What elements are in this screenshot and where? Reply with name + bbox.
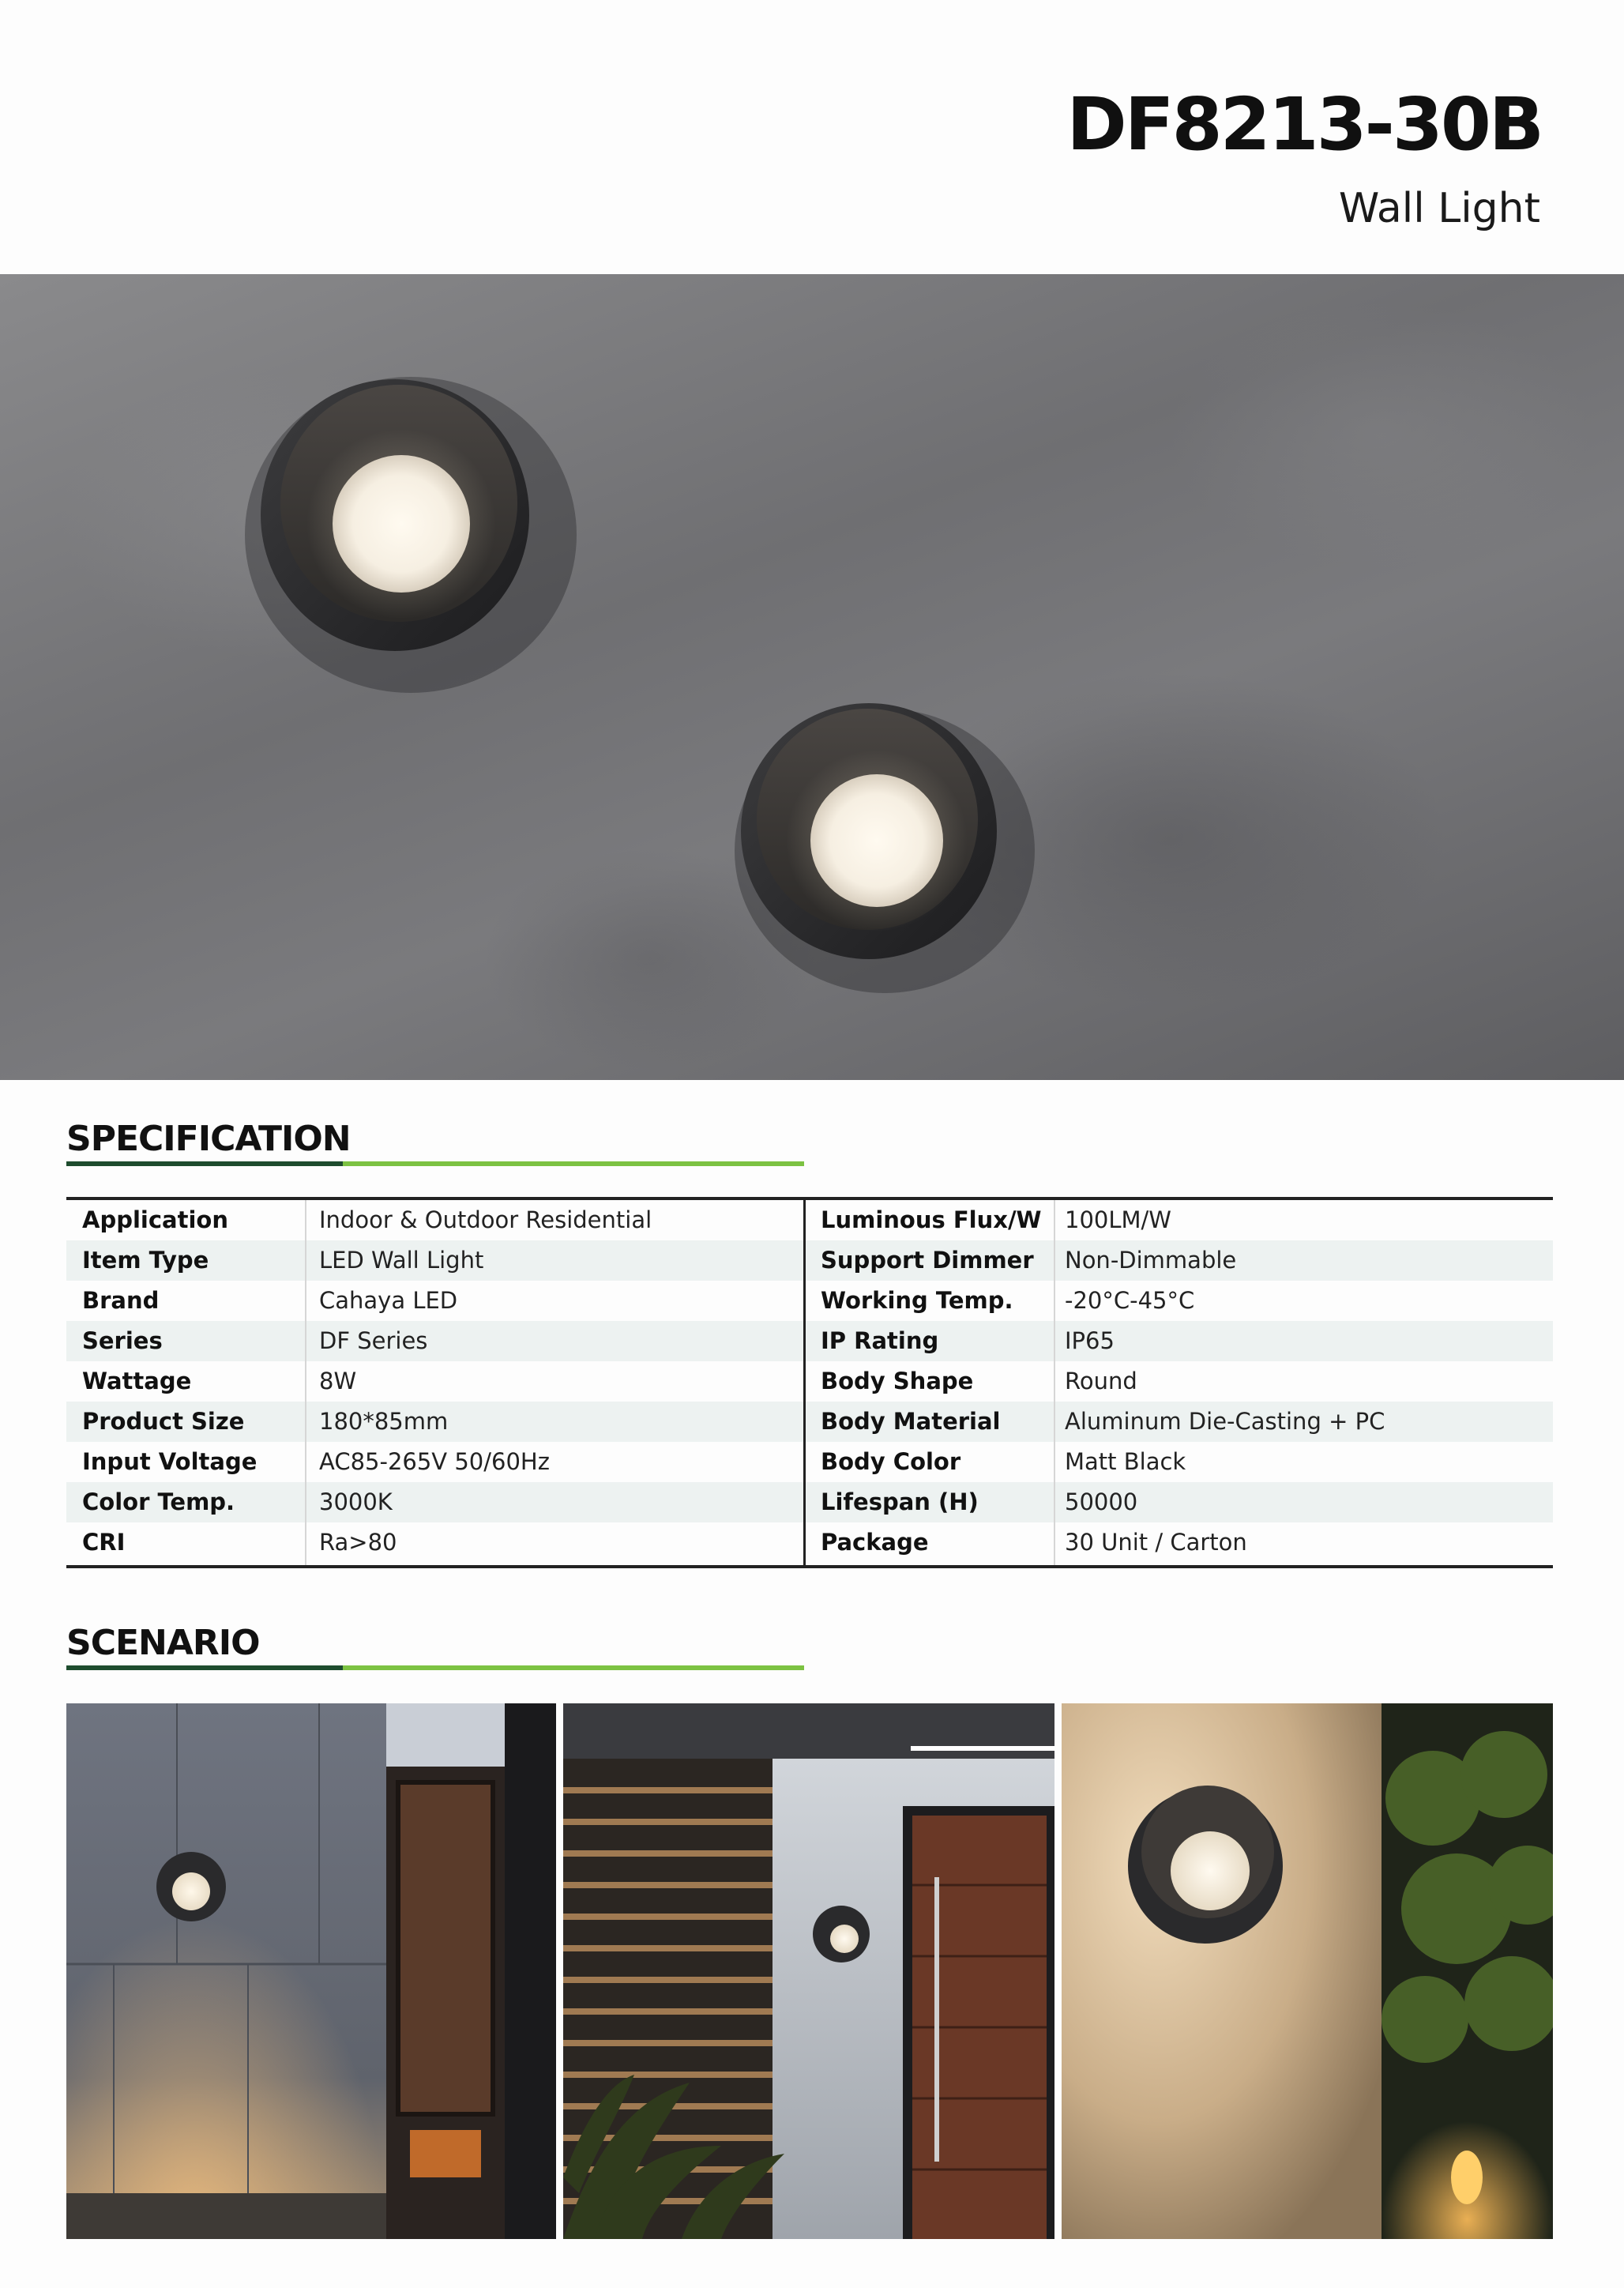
spec-value: Matt Black [1065, 1448, 1186, 1475]
spec-label: Product Size [82, 1408, 245, 1435]
specification-underline [66, 1161, 804, 1166]
spec-value: Indoor & Outdoor Residential [319, 1206, 652, 1233]
spec-value: 8W [319, 1368, 357, 1394]
hero-photo [0, 274, 1624, 1080]
table-row [66, 1240, 1553, 1281]
spec-label: Body Material [821, 1408, 1001, 1435]
spec-label: Series [82, 1327, 163, 1354]
spec-value: Ra>80 [319, 1529, 397, 1556]
spec-value: DF Series [319, 1327, 428, 1354]
spec-label: Item Type [82, 1247, 209, 1274]
spec-label: Package [821, 1529, 929, 1556]
scenario-photo-1 [66, 1703, 556, 2239]
column-divider [305, 1200, 306, 1565]
table-row [66, 1321, 1553, 1361]
spec-value: 3000K [319, 1488, 393, 1515]
lamp-diffuser [333, 455, 470, 593]
model-number: DF8213-30B [1066, 82, 1542, 167]
spec-value: 30 Unit / Carton [1065, 1529, 1247, 1556]
lamp-diffuser [1171, 1831, 1250, 1910]
spec-label: IP Rating [821, 1327, 939, 1354]
scenario-heading: SCENARIO [66, 1623, 260, 1663]
scene-garden-wall [1062, 1703, 1553, 2239]
hero-lamps-illustration [0, 274, 1624, 1080]
table-row [66, 1402, 1553, 1442]
spec-label: Input Voltage [82, 1448, 258, 1475]
table-row [66, 1442, 1553, 1482]
spec-label: CRI [82, 1529, 126, 1556]
scenario-photo-2 [563, 1703, 1054, 2239]
lamp-diffuser [172, 1872, 210, 1910]
spec-value: Cahaya LED [319, 1287, 458, 1314]
table-row [66, 1281, 1553, 1321]
spec-table [66, 1197, 1553, 1568]
spec-value: 100LM/W [1065, 1206, 1171, 1233]
scene-exterior-wall [66, 1703, 556, 2239]
spec-value: IP65 [1065, 1327, 1115, 1354]
table-row [66, 1200, 1553, 1240]
spec-label: Support Dimmer [821, 1247, 1034, 1274]
spec-value: Round [1065, 1368, 1137, 1394]
spec-value: Non-Dimmable [1065, 1247, 1237, 1274]
table-row [66, 1522, 1553, 1563]
spec-value: AC85-265V 50/60Hz [319, 1448, 550, 1475]
spec-label: Lifespan (H) [821, 1488, 979, 1515]
spec-label: Wattage [82, 1368, 192, 1394]
spec-label: Body Shape [821, 1368, 974, 1394]
spec-value: 50000 [1065, 1488, 1138, 1515]
scenario-underline [66, 1665, 804, 1670]
product-type: Wall Light [1338, 185, 1540, 232]
scenario-photo-3 [1062, 1703, 1553, 2239]
spec-label: Application [82, 1206, 228, 1233]
spec-value: LED Wall Light [319, 1247, 484, 1274]
spec-label: Brand [82, 1287, 160, 1314]
lamp-diffuser [810, 774, 943, 907]
spec-label: Working Temp. [821, 1287, 1013, 1314]
spec-value: 180*85mm [319, 1408, 449, 1435]
scene-entrance [563, 1703, 1054, 2239]
specification-heading: SPECIFICATION [66, 1119, 351, 1159]
spec-value: -20°C-45°C [1065, 1287, 1195, 1314]
lamp-diffuser [830, 1925, 859, 1953]
table-row [66, 1361, 1553, 1402]
spec-label: Body Color [821, 1448, 961, 1475]
column-divider [803, 1200, 806, 1565]
spec-value: Aluminum Die-Casting + PC [1065, 1408, 1385, 1435]
table-row [66, 1482, 1553, 1522]
spec-label: Color Temp. [82, 1488, 235, 1515]
spec-label: Luminous Flux/W [821, 1206, 1042, 1233]
column-divider [1054, 1200, 1055, 1565]
